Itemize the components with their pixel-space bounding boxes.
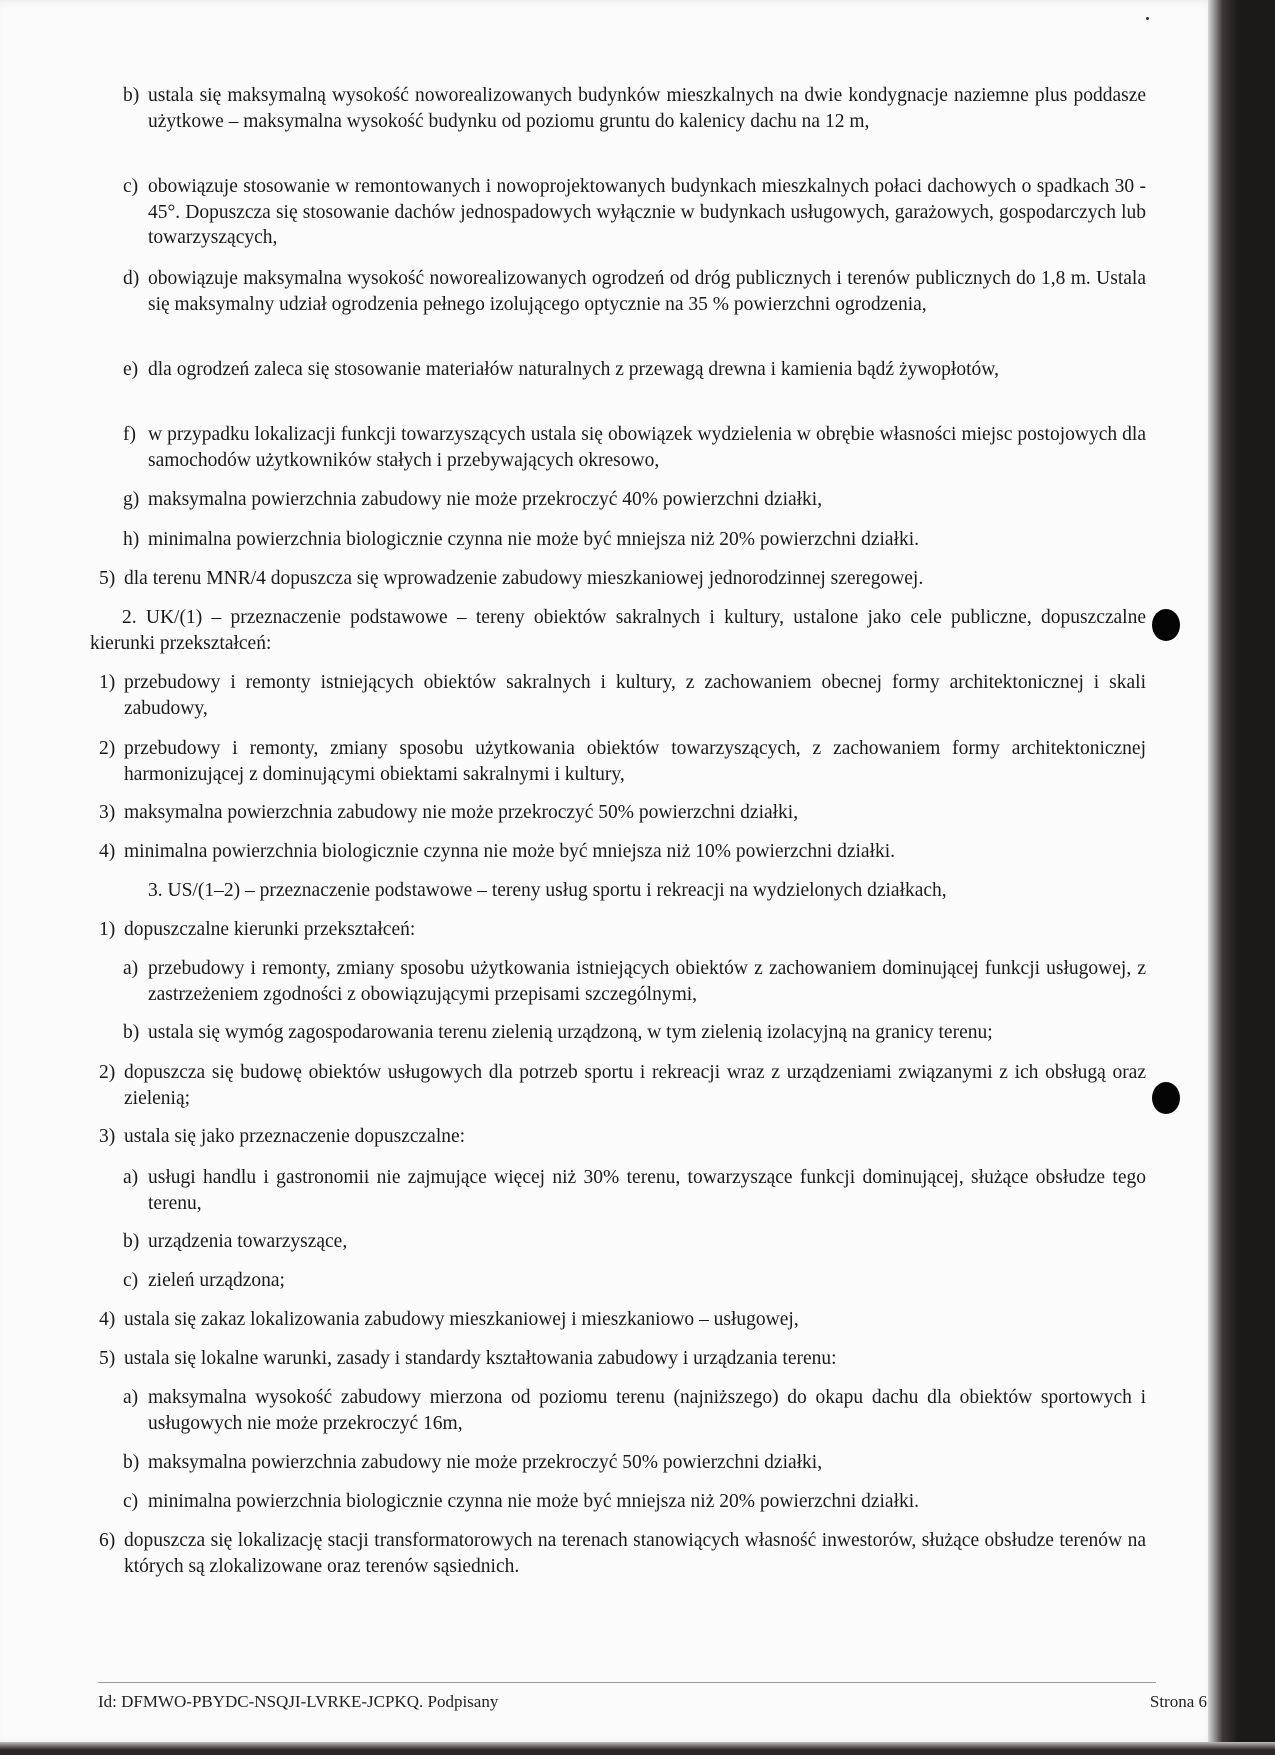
- item-text: minimalna powierzchnia biologicznie czynna nie może być mniejsza niż 20% powierzchni działki.: [148, 529, 920, 550]
- list-item: [123, 1489, 1146, 1515]
- item-label: b): [123, 1022, 140, 1043]
- item-text: obowiązuje stosowanie w remontowanych i nowoprojektowanych budynkach mieszkalnych połaci dachowych o spadkach 30 - 45°. Dopuszcza się stosowanie dachów jednospadowych wyłącznie w budynkach usługowych, garażowych, gospodarczych lub towarzyszących,: [148, 176, 1146, 248]
- item-text: usługi handlu i gastronomii nie zajmujące więcej niż 30% terenu, towarzyszące funkcji dominującej, służące obsłudze tego terenu,: [148, 1167, 1146, 1214]
- list-item: [99, 839, 1146, 865]
- item-text: przebudowy i remonty istniejących obiektów sakralnych i kultury, z zachowaniem obecnej formy architektonicznej i skali zabudowy,: [124, 672, 1146, 719]
- item-text: dopuszcza się budowę obiektów usługowych dla potrzeb sportu i rekreacji wraz z urządzeniami związanymi z ich obsługą oraz zielenią;: [124, 1062, 1146, 1109]
- list-item: [123, 527, 1146, 553]
- list-item: [123, 422, 1146, 473]
- item-label: b): [123, 1231, 140, 1252]
- item-label: h): [123, 529, 140, 550]
- list-item: [123, 357, 1146, 383]
- list-item: [123, 174, 1146, 251]
- item-text: ustala się lokalne warunki, zasady i standardy kształtowania zabudowy i urządzania terenu:: [124, 1348, 837, 1369]
- list-item: [123, 266, 1146, 317]
- item-label: f): [123, 424, 136, 445]
- item-text: w przypadku lokalizacji funkcji towarzyszących ustala się obowiązek wydzielenia w obrębie własności miejsc postojowych dla samochodów użytkowników stałych i przebywających okresowo,: [148, 424, 1146, 471]
- section-text: 3. US/(1–2) – przeznaczenie podstawowe – tereny usług sportu i rekreacji na wydzielonych działkach,: [148, 880, 947, 901]
- item-label: c): [123, 1491, 139, 1512]
- item-text: dla terenu MNR/4 dopuszcza się wprowadzenie zabudowy mieszkaniowej jednorodzinnej szeregowej.: [124, 568, 924, 589]
- item-text: dopuszczalne kierunki przekształceń:: [124, 919, 416, 940]
- item-text: maksymalna powierzchnia zabudowy nie może przekroczyć 40% powierzchni działki,: [148, 489, 823, 510]
- item-label: 5): [99, 568, 116, 589]
- list-item: [99, 736, 1146, 787]
- page-number: Strona 6: [1149, 1692, 1207, 1711]
- list-item: [123, 1268, 1146, 1294]
- item-label: 4): [99, 841, 116, 862]
- item-label: 6): [99, 1530, 116, 1551]
- item-text: ustala się maksymalną wysokość noworealizowanych budynków mieszkalnych na dwie kondygnacje naziemne plus poddasze użytkowe – maksymalna wysokość budynku od poziomu gruntu do kalenicy dachu na 12 m,: [148, 85, 1146, 132]
- item-text: maksymalna powierzchnia zabudowy nie może przekroczyć 50% powierzchni działki,: [124, 802, 799, 823]
- list-item: [99, 670, 1146, 721]
- item-label: 2): [99, 1062, 116, 1083]
- item-label: a): [123, 958, 139, 979]
- list-item: [99, 1346, 1146, 1372]
- list-item: [123, 83, 1146, 134]
- item-text: przebudowy i remonty, zmiany sposobu użytkowania istniejących obiektów z zachowaniem dominującej funkcji usługowej, z zastrzeżeniem zgodności z obowiązującymi przepisami szczególnymi,: [148, 958, 1146, 1005]
- punch-hole: [1152, 609, 1180, 641]
- list-item: [99, 1528, 1146, 1579]
- list-item: [123, 1165, 1146, 1216]
- item-text: przebudowy i remonty, zmiany sposobu użytkowania obiektów towarzyszących, z zachowaniem formy architektonicznej harmonizującej z dominującymi obiektami sakralnymi i kultury,: [124, 738, 1146, 785]
- list-item: [99, 1060, 1146, 1111]
- item-text: urządzenia towarzyszące,: [148, 1231, 348, 1252]
- section-text: 2. UK/(1) – przeznaczenie podstawowe – tereny obiektów sakralnych i kultury, ustalone jako cele publiczne, dopuszczalne kierunki przekształceń:: [90, 607, 1146, 654]
- scanner-edge-bottom: [0, 1742, 1275, 1755]
- section-heading: [90, 605, 1146, 656]
- item-text: ustala się jako przeznaczenie dopuszczalne:: [124, 1126, 466, 1147]
- item-label: 3): [99, 1126, 116, 1147]
- item-text: maksymalna wysokość zabudowy mierzona od poziomu terenu (najniższego) do okapu dachu dla obiektów sportowych i usługowych nie może przekroczyć 16m,: [148, 1387, 1146, 1434]
- list-item: [123, 487, 1146, 513]
- list-item: [99, 917, 1146, 943]
- item-label: 5): [99, 1348, 116, 1369]
- list-item: [123, 1450, 1146, 1476]
- item-label: 1): [99, 672, 116, 693]
- footer-divider: [98, 1682, 1156, 1683]
- item-text: minimalna powierzchnia biologicznie czynna nie może być mniejsza niż 10% powierzchni działki.: [124, 841, 896, 862]
- item-label: 2): [99, 738, 116, 759]
- item-label: 1): [99, 919, 116, 940]
- item-text: ustala się wymóg zagospodarowania terenu zielenią urządzoną, w tym zielenią izolacyjną na granicy terenu;: [148, 1022, 993, 1043]
- document-id: Id: DFMWO-PBYDC-NSQJI-LVRKE-JCPKQ. Podpisany: [98, 1692, 499, 1711]
- item-label: 3): [99, 802, 116, 823]
- item-text: zieleń urządzona;: [148, 1270, 285, 1291]
- item-text: minimalna powierzchnia biologicznie czynna nie może być mniejsza niż 20% powierzchni działki.: [148, 1491, 920, 1512]
- item-label: c): [123, 176, 139, 197]
- item-label: a): [123, 1387, 139, 1408]
- item-label: a): [123, 1167, 139, 1188]
- item-label: g): [123, 489, 140, 510]
- list-item: [99, 1307, 1146, 1333]
- section-heading: [124, 878, 1146, 904]
- list-item: [123, 956, 1146, 1007]
- item-text: maksymalna powierzchnia zabudowy nie może przekroczyć 50% powierzchni działki,: [148, 1452, 823, 1473]
- scanner-edge: [1208, 0, 1275, 1755]
- item-label: c): [123, 1270, 139, 1291]
- list-item: [123, 1229, 1146, 1255]
- item-text: dopuszcza się lokalizację stacji transformatorowych na terenach stanowiących własność inwestorów, służące obsłudze terenów na których są zlokalizowane oraz terenów sąsiednich.: [124, 1530, 1146, 1577]
- list-item: [99, 1124, 1146, 1150]
- list-item: [123, 1020, 1146, 1046]
- item-label: 4): [99, 1309, 116, 1330]
- punch-hole: [1152, 1082, 1180, 1114]
- list-item: [123, 1385, 1146, 1436]
- item-text: obowiązuje maksymalna wysokość noworealizowanych ogrodzeń od dróg publicznych i terenów publicznych do 1,8 m. Ustala się maksymalny udział ogrodzenia pełnego izolującego optycznie na 35 % powierzchni ogrodzenia,: [148, 268, 1146, 315]
- scan-speck: [1146, 17, 1149, 20]
- item-label: d): [123, 268, 140, 289]
- item-text: ustala się zakaz lokalizowania zabudowy mieszkaniowej i mieszkaniowo – usługowej,: [124, 1309, 799, 1330]
- list-item: [99, 800, 1146, 826]
- item-label: e): [123, 359, 139, 380]
- item-label: b): [123, 85, 140, 106]
- item-label: b): [123, 1452, 140, 1473]
- item-text: dla ogrodzeń zaleca się stosowanie materiałów naturalnych z przewagą drewna i kamienia bądź żywopłotów,: [148, 359, 999, 380]
- list-item: [99, 566, 1146, 592]
